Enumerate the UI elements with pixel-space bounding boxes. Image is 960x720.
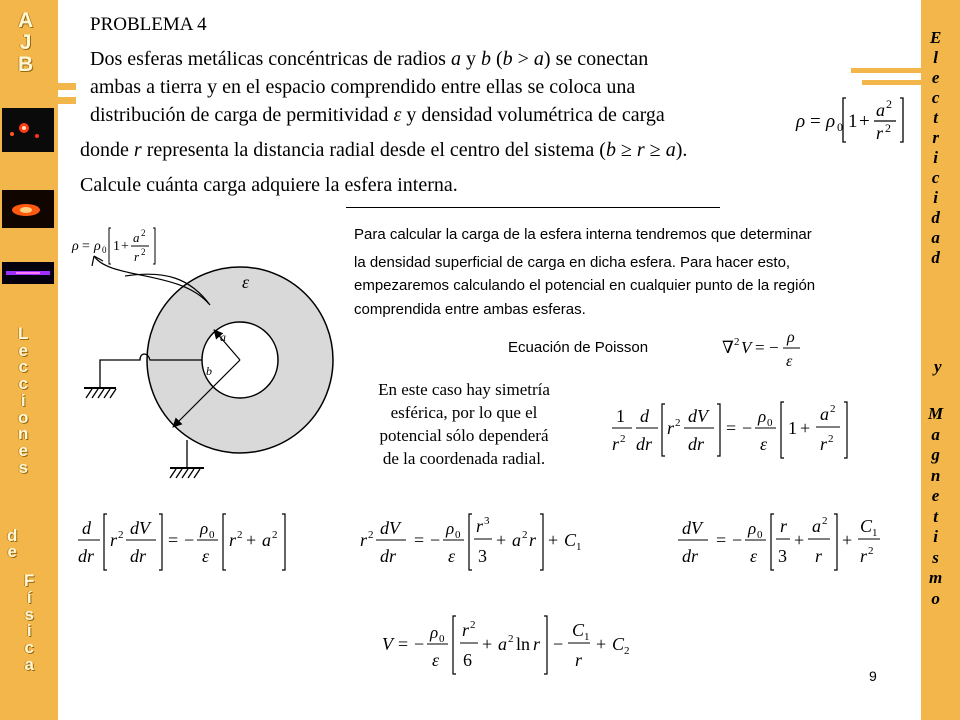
svg-text:ln: ln (516, 634, 531, 654)
explanation-line-2: la densidad superficial de carga en dicha esfera. Para hacer esto, (354, 254, 791, 271)
sidebar-lecciones (18, 326, 28, 476)
vertical-letter: l (933, 48, 939, 67)
vertical-letter: M (928, 404, 944, 423)
sidebar-magnetismo (928, 404, 943, 609)
formula-step-2 (358, 508, 618, 583)
svg-text:ρ: ρ (796, 111, 806, 132)
svg-text:3: 3 (484, 515, 490, 527)
vertical-letter: L (18, 324, 29, 343)
svg-text:+: + (482, 634, 493, 654)
svg-text:1: 1 (848, 111, 858, 132)
svg-text:d: d (640, 406, 649, 426)
svg-text:=: = (716, 530, 727, 550)
svg-text:+: + (859, 111, 870, 132)
vertical-letter: t (933, 108, 939, 127)
vertical-letter: o (18, 407, 29, 427)
svg-text:r: r (229, 530, 237, 550)
vertical-letter: i (933, 188, 939, 207)
svg-text:+: + (794, 530, 805, 550)
svg-text:r: r (780, 516, 788, 536)
svg-text:ρ: ρ (430, 623, 439, 642)
svg-text:=: = (82, 239, 90, 254)
svg-text:−: − (769, 338, 779, 357)
svg-text:−: − (414, 634, 425, 654)
problem-title: PROBLEMA 4 (90, 14, 207, 35)
vertical-letter: d (931, 248, 940, 267)
svg-text:0: 0 (455, 529, 461, 541)
vertical-letter: g (931, 445, 940, 464)
svg-text:ε: ε (760, 434, 768, 454)
svg-text:a: a (820, 404, 829, 424)
svg-text:2: 2 (237, 529, 243, 541)
formula-poisson (718, 326, 818, 381)
svg-text:−: − (742, 418, 753, 438)
vertical-letter: d (7, 526, 18, 545)
svg-text:6: 6 (463, 650, 472, 670)
vertical-letter: c (18, 374, 28, 394)
vertical-letter: í (26, 587, 32, 607)
svg-text:a: a (876, 100, 885, 120)
svg-text:dV: dV (130, 518, 150, 538)
decor-bar (851, 68, 921, 73)
poisson-label: Ecuación de Poisson (508, 339, 649, 356)
svg-text:a: a (262, 530, 271, 550)
svg-text:2: 2 (828, 433, 834, 445)
decor-bar (58, 83, 76, 90)
svg-text:2: 2 (141, 247, 146, 257)
sidebar-initials (18, 10, 33, 76)
vertical-letter: c (931, 168, 940, 187)
svg-text:r: r (876, 123, 884, 143)
vertical-letter: s (24, 604, 34, 624)
formula-potential (378, 610, 678, 687)
explanation-line-1: Para calcular la carga de la esfera interna tendremos que determinar (354, 226, 812, 243)
vertical-letter: e (7, 542, 17, 561)
svg-text:2: 2 (470, 619, 476, 631)
svg-text:1: 1 (872, 527, 878, 539)
sphere-diagram (70, 240, 360, 505)
svg-text:2: 2 (522, 529, 528, 541)
svg-text:dr: dr (636, 434, 653, 454)
svg-text:+: + (800, 418, 811, 438)
svg-text:ρ: ρ (748, 519, 757, 538)
formula-step-3 (676, 508, 906, 583)
thumbnail-image-3 (2, 262, 54, 284)
svg-text:ρ: ρ (446, 519, 455, 538)
svg-text:d: d (82, 518, 91, 538)
svg-text:1: 1 (113, 239, 120, 254)
page-number: 9 (869, 668, 877, 684)
svg-text:+: + (496, 530, 507, 550)
svg-text:dr: dr (688, 434, 705, 454)
svg-text:2: 2 (141, 228, 146, 238)
vertical-letter: t (933, 506, 938, 526)
svg-text:ρ: ρ (72, 239, 79, 254)
svg-text:ρ: ρ (94, 239, 101, 254)
svg-text:dr: dr (682, 546, 699, 566)
vertical-letter: c (931, 88, 940, 107)
svg-text:ρ: ρ (826, 111, 836, 132)
svg-text:2: 2 (830, 403, 836, 415)
svg-text:2: 2 (886, 97, 892, 111)
svg-text:2: 2 (624, 645, 630, 657)
svg-text:+: + (596, 634, 607, 654)
divider-line (346, 207, 720, 208)
vertical-letter: E (930, 28, 942, 47)
svg-text:−: − (184, 530, 195, 550)
vertical-letter: i (933, 527, 938, 546)
svg-text:ρ: ρ (787, 329, 795, 346)
svg-text:=: = (726, 418, 737, 438)
svg-text:2: 2 (508, 633, 514, 645)
explanation-line-4: comprendida entre ambas esferas. (354, 301, 586, 318)
decor-bar (58, 97, 76, 104)
svg-text:a: a (512, 530, 521, 550)
problem-line-2: ambas a tierra y en el espacio comprendido entre ellas se coloca una (90, 76, 636, 98)
svg-text:C: C (860, 516, 873, 536)
problem-line-3: distribución de carga de permitividad ε y densidad volumétrica de carga (90, 104, 665, 126)
svg-text:1: 1 (616, 406, 625, 426)
svg-text:3: 3 (778, 546, 787, 566)
svg-text:r: r (667, 418, 675, 438)
svg-text:ε: ε (448, 546, 456, 566)
svg-text:dr: dr (78, 546, 95, 566)
svg-text:0: 0 (767, 417, 773, 429)
svg-text:=: = (398, 634, 409, 654)
svg-text:C: C (564, 530, 577, 550)
svg-text:0: 0 (209, 529, 215, 541)
svg-text:0: 0 (837, 120, 843, 134)
decor-bar (862, 80, 921, 85)
vertical-letter: e (18, 440, 28, 460)
svg-text:r: r (476, 516, 484, 536)
svg-text:V: V (382, 634, 393, 654)
vertical-letter: i (933, 148, 939, 167)
svg-text:+: + (246, 530, 257, 550)
vertical-letter: i (26, 621, 32, 641)
svg-text:2: 2 (734, 336, 740, 348)
svg-text:a: a (133, 230, 140, 245)
svg-text:r: r (360, 530, 368, 550)
svg-text:dr: dr (380, 546, 397, 566)
svg-text:2: 2 (118, 529, 124, 541)
svg-text:ε: ε (750, 546, 758, 566)
svg-text:0: 0 (102, 245, 107, 255)
svg-text:r: r (820, 434, 828, 454)
vertical-letter: i (20, 390, 26, 410)
svg-text:=: = (755, 338, 765, 357)
vertical-letter: n (930, 465, 941, 485)
svg-text:+: + (121, 239, 129, 254)
svg-text:dV: dV (380, 518, 400, 538)
vertical-letter: n (18, 424, 29, 444)
svg-text:2: 2 (822, 515, 828, 527)
svg-text:a: a (812, 516, 821, 536)
svg-text:ε: ε (432, 650, 440, 670)
thumbnail-image-1 (2, 108, 54, 152)
svg-text:r: r (462, 620, 470, 640)
vertical-letter: o (931, 588, 940, 608)
svg-text:∇: ∇ (722, 338, 734, 357)
svg-text:3: 3 (478, 546, 487, 566)
svg-text:0: 0 (439, 633, 445, 645)
vertical-letter: e (18, 340, 28, 360)
svg-text:r: r (860, 546, 868, 566)
svg-text:+: + (842, 530, 853, 550)
svg-text:−: − (553, 634, 564, 654)
problem-line-1: Dos esferas metálicas concéntricas de radios a y b (b > a) se conectan (90, 48, 649, 70)
problem-line-5: Calcule cuánta carga adquiere la esfera interna. (80, 174, 458, 196)
vertical-letter: c (18, 357, 28, 377)
vertical-letter: s (18, 457, 28, 477)
svg-text:1: 1 (788, 418, 797, 438)
vertical-letter: F (24, 571, 35, 590)
svg-text:=: = (168, 530, 179, 550)
svg-text:r: r (134, 249, 140, 264)
svg-text:−: − (732, 530, 743, 550)
sidebar-y: y (934, 357, 942, 376)
svg-text:r: r (533, 634, 541, 654)
epsilon-label: ε (242, 272, 250, 292)
svg-text:C: C (572, 620, 585, 640)
svg-text:2: 2 (675, 417, 681, 429)
svg-text:r: r (612, 434, 620, 454)
radius-b-label: b (206, 364, 212, 378)
vertical-letter: B (18, 53, 34, 76)
svg-text:2: 2 (368, 529, 374, 541)
svg-text:=: = (810, 111, 821, 132)
svg-text:2: 2 (272, 529, 278, 541)
svg-text:0: 0 (757, 529, 763, 541)
svg-text:2: 2 (885, 121, 891, 135)
svg-text:=: = (414, 530, 425, 550)
vertical-letter: a (931, 424, 940, 444)
explanation-line-3: empezaremos calculando el potencial en cualquier punto de la región (354, 277, 816, 294)
svg-text:dV: dV (682, 518, 702, 538)
vertical-letter: a (931, 228, 940, 247)
sidebar-electricidad (930, 28, 941, 268)
svg-text:ε: ε (202, 546, 210, 566)
vertical-letter: J (19, 31, 32, 54)
vertical-letter: d (931, 208, 940, 227)
svg-text:r: r (529, 530, 537, 550)
formula-laplacian-spherical (610, 396, 870, 471)
svg-text:dr: dr (130, 546, 147, 566)
symmetry-text: En este caso hay simetría esférica, por lo que el potencial sólo dependerá de la coordenada radial. (378, 380, 550, 468)
problem-line-4: donde r representa la distancia radial desde el centro del sistema (b ≥ r ≥ a). (80, 139, 688, 161)
svg-text:ρ: ρ (200, 519, 209, 538)
vertical-letter: a (24, 654, 34, 674)
svg-text:V: V (741, 338, 752, 357)
svg-text:a: a (498, 634, 507, 654)
svg-text:ρ: ρ (758, 407, 767, 426)
svg-text:+: + (548, 530, 559, 550)
vertical-letter: r (932, 128, 939, 147)
svg-text:1: 1 (576, 541, 582, 553)
svg-text:r: r (815, 546, 823, 566)
svg-text:ε: ε (786, 353, 793, 370)
sidebar-fisica (24, 573, 34, 674)
vertical-letter: s (932, 547, 939, 567)
svg-text:2: 2 (620, 433, 626, 445)
svg-text:2: 2 (868, 545, 874, 557)
vertical-letter: c (24, 638, 34, 658)
svg-text:−: − (430, 530, 441, 550)
svg-text:r: r (575, 650, 583, 670)
svg-text:r: r (110, 530, 118, 550)
formula-step-1 (74, 508, 324, 583)
sidebar-de (7, 528, 17, 560)
vertical-letter: e (931, 486, 940, 505)
svg-text:1: 1 (584, 631, 590, 643)
vertical-letter: m (928, 568, 943, 587)
vertical-letter: A (18, 9, 34, 32)
thumbnail-image-2 (2, 190, 54, 228)
svg-text:dV: dV (688, 406, 708, 426)
svg-text:C: C (612, 634, 625, 654)
radius-a-label: a (220, 330, 226, 344)
vertical-letter: e (931, 68, 940, 87)
formula-rho (792, 86, 922, 155)
